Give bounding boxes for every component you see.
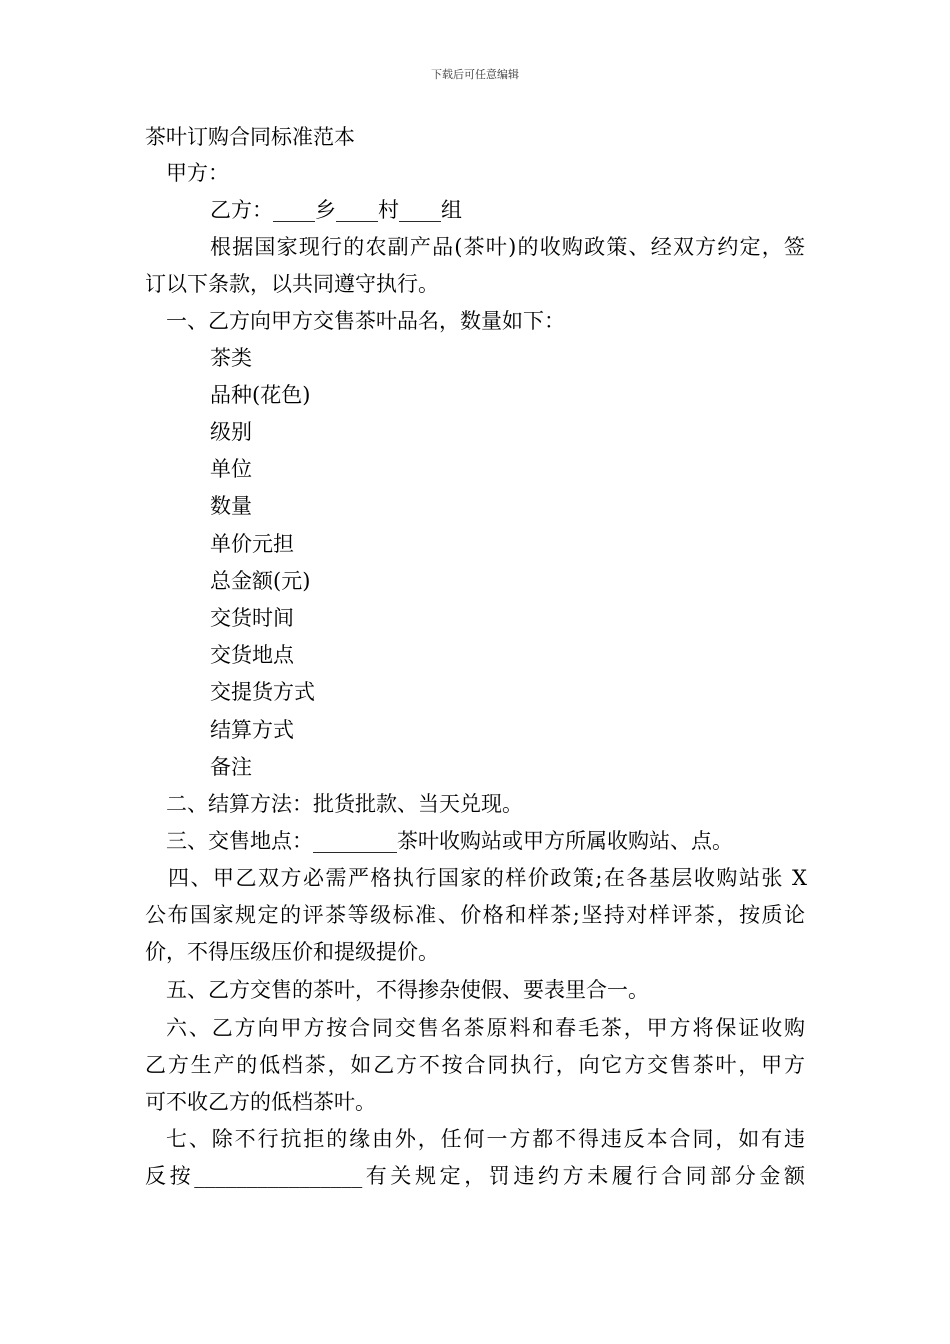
list-item-delivery-place: 交货地点: [210, 643, 294, 667]
intro-line-1: 根据国家现行的农副产品(茶叶)的收购政策、经双方约定，签: [210, 235, 805, 259]
clause-6-line-3: 可不收乙方的低档茶叶。: [145, 1090, 376, 1114]
clause-2: 二、结算方法：批货批款、当天兑现。: [166, 792, 523, 816]
party-b-line: 乙方：____乡____村____组: [210, 198, 462, 222]
list-item-tea-type: 茶类: [210, 346, 252, 370]
clause-4-line-3: 价，不得压级压价和提级提价。: [145, 940, 439, 964]
header-note: 下载后可任意编辑: [431, 68, 519, 81]
clause-5: 五、乙方交售的茶叶，不得掺杂使假、要表里合一。: [166, 978, 649, 1002]
clause-1: 一、乙方向甲方交售茶叶品名，数量如下：: [166, 309, 565, 333]
list-item-delivery-method: 交提货方式: [210, 680, 315, 704]
intro-line-2: 订以下条款，以共同遵守执行。: [145, 272, 439, 296]
list-item-settlement-method: 结算方式: [210, 718, 294, 742]
list-item-grade: 级别: [210, 420, 252, 444]
clause-7-line-2: 反按________________有关规定，罚违约方未履行合同部分金额: [145, 1164, 805, 1188]
list-item-variety: 品种(花色): [210, 383, 311, 407]
list-item-quantity: 数量: [210, 494, 252, 518]
list-item-remarks: 备注: [210, 755, 252, 779]
clause-4-line-1: 四、甲乙双方必需严格执行国家的样价政策;在各基层收购站张 X: [168, 866, 807, 890]
clause-3: 三、交售地点：________茶叶收购站或甲方所属收购站、点。: [166, 829, 733, 853]
list-item-unit: 单位: [210, 457, 252, 481]
list-item-delivery-time: 交货时间: [210, 606, 294, 630]
clause-4-line-2: 公布国家规定的评茶等级标准、价格和样茶;坚持对样评茶，按质论: [145, 903, 805, 927]
list-item-unit-price: 单价元担: [210, 532, 294, 556]
document-title: 茶叶订购合同标准范本: [145, 125, 355, 149]
list-item-total-amount: 总金额(元): [210, 569, 311, 593]
clause-7-line-1: 七、除不行抗拒的缘由外，任何一方都不得违反本合同，如有违: [166, 1127, 805, 1151]
clause-6-line-2: 乙方生产的低档茶，如乙方不按合同执行，向它方交售茶叶，甲方: [145, 1053, 805, 1077]
clause-6-line-1: 六、乙方向甲方按合同交售名茶原料和春毛茶，甲方将保证收购: [166, 1016, 805, 1040]
party-a-line: 甲方：: [166, 161, 229, 185]
